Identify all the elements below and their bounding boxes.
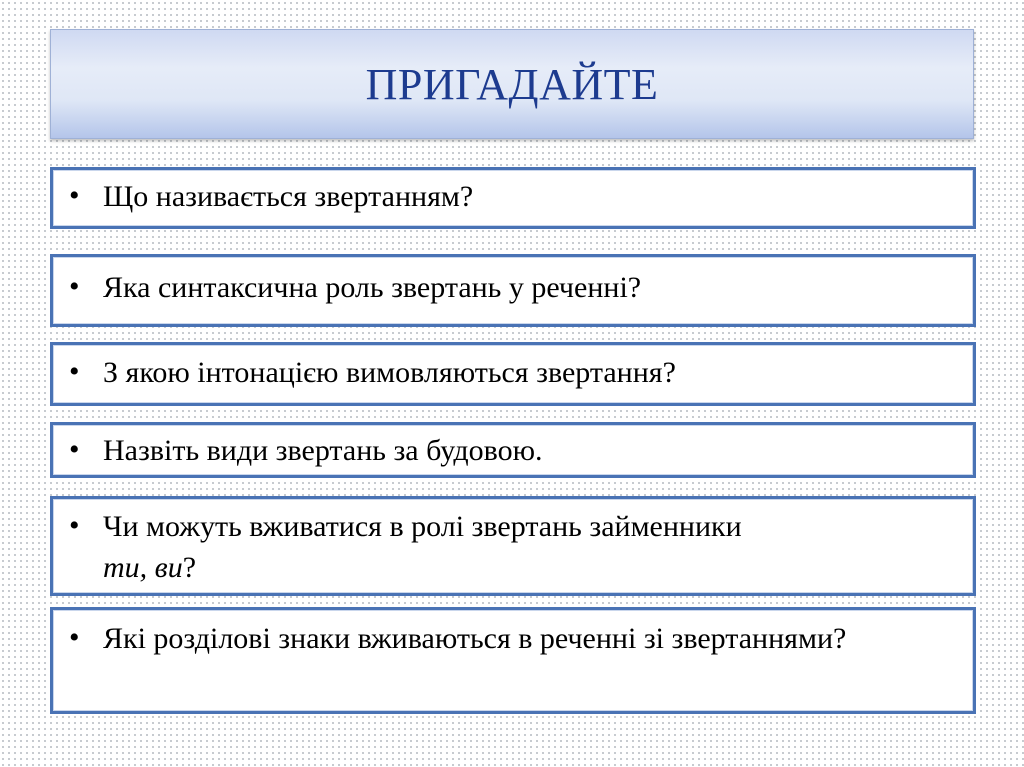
bullet-icon: • xyxy=(69,355,80,388)
bullet-icon: • xyxy=(69,433,80,466)
question-main-text: Чи можуть вживатися в ролі звертань займенники xyxy=(103,510,742,543)
question-text: Які розділові знаки вживаються в реченні зі звертаннями? xyxy=(103,622,847,655)
bullet-icon: • xyxy=(69,270,80,303)
title-box xyxy=(50,29,974,139)
question-item xyxy=(50,342,976,406)
question-item xyxy=(50,496,976,596)
question-text: Яка синтаксична роль звертань у реченні? xyxy=(103,271,642,304)
question-item xyxy=(50,607,976,714)
question-text: З якою інтонацією вимовляються звертання? xyxy=(103,356,676,389)
question-mark-text: ? xyxy=(182,551,197,584)
bullet-icon: • xyxy=(69,509,80,542)
bullet-icon: • xyxy=(69,179,80,212)
bullet-icon: • xyxy=(69,621,80,654)
question-text xyxy=(103,506,953,588)
question-item xyxy=(50,167,976,229)
question-text: Назвіть види звертань за будовою. xyxy=(103,434,543,467)
question-text: Що називається звертанням? xyxy=(103,180,474,213)
pronouns-italic-text: ти, ви xyxy=(103,551,183,584)
question-item xyxy=(50,254,976,327)
slide-title: ПРИГАДАЙТЕ xyxy=(365,60,659,109)
question-item xyxy=(50,422,976,478)
